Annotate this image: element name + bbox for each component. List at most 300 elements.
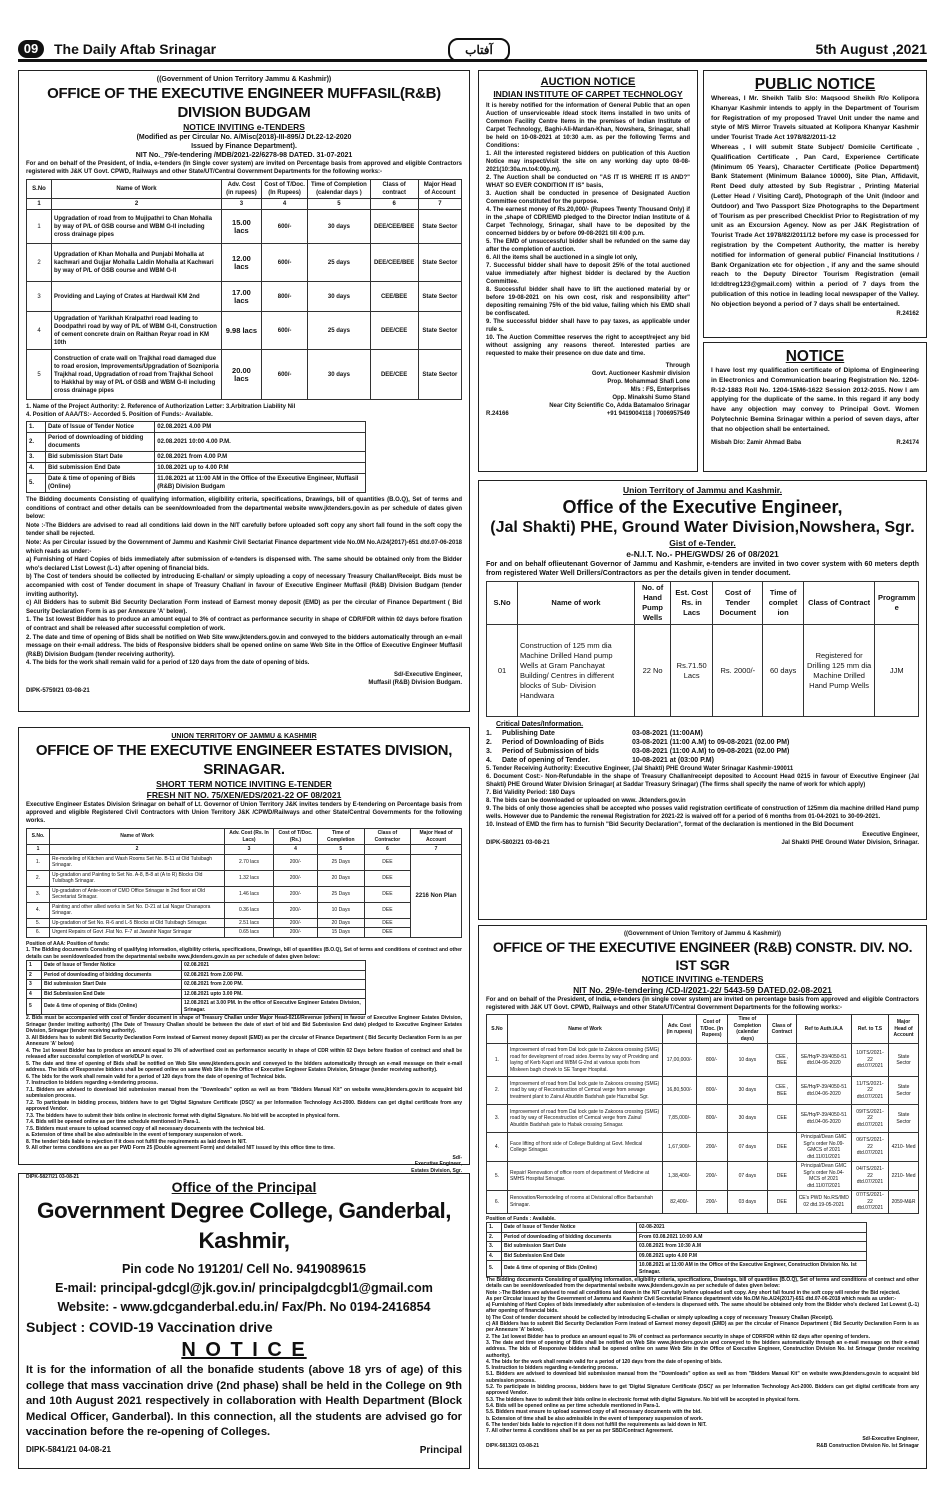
estates-point: 6. The bids for the work shall remain valid for a period of 120 days from the date of opening of Technical bids. xyxy=(26,1073,287,1080)
cell: Period of downloading of bidding documents xyxy=(46,433,155,452)
estates-funds: Position of AAA: Position of funds: xyxy=(26,940,110,947)
auction-intro: It is hereby notified for the information of General Public that an open Auction of unserviceable /dead stock items installed in two units of Common Facility Centre Items in the premises of Indian Institute of Carpet Technology, Baghi-Ali-Mardan-Khan, Nowshera, Srinagar, shall be held on 10-08-2021 at 10:30 a.m. as per the following Terms and Conditions: xyxy=(486,103,690,149)
column-number: 6 xyxy=(370,199,418,210)
cell: 800/- xyxy=(261,282,307,312)
cell: 3. xyxy=(487,1242,502,1252)
cell: Upgradation of road from to Mujipathri to Chan Mohalla by way of P/L of GSB course and WBM G-II including cross drainage pipes xyxy=(52,210,222,244)
auction-title: AUCTION NOTICE xyxy=(540,76,636,88)
table-row xyxy=(27,463,366,474)
college-email: E-mail: principal-gdcgl@jk.gov.in/ principalgdcgbl1@gmail.com xyxy=(55,1281,433,1295)
constr-title: OFFICE OF THE EXECUTIVE ENGINEER (R&B) CONSTR. DIV. NO. IST SGR xyxy=(492,939,913,973)
cell: 200/- xyxy=(274,902,318,918)
cell: 200/- xyxy=(274,928,318,938)
estates-dates-table xyxy=(26,960,366,1015)
table-header: Class of Contract xyxy=(803,582,875,625)
cell: 02.08.2021 from 4.00 P.M xyxy=(155,452,366,463)
table-header: Cost of Tender Document xyxy=(713,582,763,625)
table-header: Ref to Auth./A.A xyxy=(796,1015,851,1044)
cell: 5. xyxy=(487,1261,502,1277)
table-header: Class of Contractor xyxy=(364,829,410,845)
cell: State Sector xyxy=(418,350,461,400)
estates-point: 7.4. Bids will be opened online as per time schedule mentioned in Para-1. xyxy=(26,1119,200,1125)
cell: 3. xyxy=(487,1105,508,1133)
auction-item: 2. The Auction shall be conducted on "AS IT IS WHERE IT IS AND?" WHAT SO EVER CONDITION IT IS" basis, xyxy=(486,175,690,189)
table-row xyxy=(27,999,366,1015)
cell: 1 xyxy=(27,961,42,971)
cell: 20.00 lacs xyxy=(222,350,262,400)
cell: 03-08-2021 (11:00AM) xyxy=(632,730,703,737)
estates-point: 7.1. Bidders are advised to download bid submission manual from the "Downloads" option as well as from "Bidders Manual Kit" on website www.jktenders.gov.in to acquaint bid submission process. xyxy=(26,1086,462,1099)
cell: 12.08.2021 at 3.00 PM. In the office of Executive Engineer Estates Division, Srinagar. xyxy=(182,999,366,1015)
college-body: It is for the information of all the bonafide students (above 18 yrs of age) of this college that mass vaccination drive (2nd phase) shall be held in the College on 9th and 10th August 2021 respectively in collaboration with Health Department (Block Medical Officer, Ganderbal). In this connection, all the students are advised go for vaccination before the re-opening of Colleges. xyxy=(26,1364,462,1438)
cell: 2.51 lacs xyxy=(225,918,274,928)
budgam-dates-table xyxy=(26,421,366,493)
cell: 02-08-2021 xyxy=(637,1223,867,1233)
table-header: Adv. Cost (in rupees) xyxy=(663,1015,697,1044)
table-row xyxy=(27,452,366,463)
table-row xyxy=(27,886,462,902)
cell: Improvement of road from Dal lock gate to Zakoora crossing (SMG) road by way of Reconstruction of Cemcal verge from Zainul Abuddin Badshah gate to Habak crossing Srinagar. xyxy=(508,1105,663,1133)
table-header: Name of Work xyxy=(52,180,222,199)
table-header: Major Head of Account xyxy=(889,1015,919,1044)
cell: State Sector xyxy=(418,210,461,244)
cell: 800/- xyxy=(696,1044,727,1077)
table-header: Cost of T/Doc. (Rs.) xyxy=(274,829,318,845)
cell: 200/- xyxy=(274,854,318,870)
notice-ref: R.24174 xyxy=(896,439,919,446)
cell: 1. xyxy=(487,1223,502,1233)
table-header: S.No xyxy=(487,582,518,625)
auction-footer xyxy=(486,410,690,418)
estates-point: 2. Bids must be accompanied with cost of Tender document in shape of Treasury Challan under Major Head-0216/Revenue (others) in favour of Executive Engineer Estates Division, Srinagar (tender inviting authority) (The Date of Treasury Challan should be between the date of start of bid and Bid Submission End date) pledged to Executive Engineer Estates Division, Srinagar (tender receiving authority). xyxy=(26,1015,462,1034)
cell: 2. xyxy=(487,1232,502,1242)
cell: DEE xyxy=(768,1191,797,1214)
table-row xyxy=(487,1077,919,1105)
public-notice-title: PUBLIC NOTICE xyxy=(754,76,876,93)
cell: 2 xyxy=(27,970,42,980)
auction-item: 5. The EMD of unsuccessful bidder shall be refunded on the same day after the completion of auction. xyxy=(486,239,690,253)
jal-critical-row xyxy=(486,756,919,765)
auction-sign-line: M/s : FS, Enterprises xyxy=(630,387,690,393)
budgam-notice-heading: NOTICE INVITING e-TENDERS xyxy=(183,122,305,132)
budgam-modified: (Modified as per Circular No. A/Misc(2018)-III-895/J Dt.22-12-2020 xyxy=(136,134,352,141)
cell: 15.00 lacs xyxy=(222,210,262,244)
college-title: Government Degree College, Ganderbal, Kashmir, xyxy=(36,1198,452,1253)
issue-date: 5th August ,2021 xyxy=(815,41,927,57)
cell: Period of Submission of bids xyxy=(502,748,599,755)
budgam-sign-1: Sd/-Executive Engineer, xyxy=(393,671,462,678)
cell: Principal/Dean GMC Sgr's order No.04-MCS of 2021 dtd.11/07/2021 xyxy=(796,1162,851,1191)
cell: From 03.08.2021 10:00 A.M xyxy=(637,1232,867,1242)
table-header: S.No xyxy=(27,180,52,199)
auction-item: 3. Auction shall be conducted in presence of Designated Auction Committee constituted for the purpose. xyxy=(486,191,690,205)
table-header: S.No. xyxy=(27,829,50,845)
cell: 5. xyxy=(27,474,46,493)
public-notice xyxy=(703,70,927,338)
auction-subtitle: INDIAN INSTITUTE OF CARPET TECHNOLOGY xyxy=(493,89,683,99)
constr-govt: ((Government of Union Territory of Jammu & Kashmir)) xyxy=(624,931,781,937)
college-dipk: DIPK-5841/21 04-08-21 xyxy=(26,1444,111,1454)
public-notice-ref: R.24162 xyxy=(896,310,919,317)
cell: 16,80,500/- xyxy=(663,1077,697,1105)
budgam-title: OFFICE OF THE EXECUTIVE ENGINEER MUFFASIL(R&B) DIVISION BUDGAM xyxy=(47,85,441,121)
table-header: Major Head of Account xyxy=(411,829,462,845)
auction-item: 4. The earnest money of Rs.20,000/- (Rupees Twenty Thousand Only) if in the ,shape of CDR/EMD pledged to the Director Indian Institute of & Carpet Technology, Srinagar, shall have to be deposited by the concerned bidders by or before 09-08-2021 till 4:00 p.m. xyxy=(486,207,690,237)
table-header: Programm e xyxy=(875,582,919,625)
budgam-intro: For and on behalf of the President, of India, e-tenders (In Single cover system) are invited on Percentage basis from approved and eligible Contractors registered with J&K UT Govt. CPWD, Railways and other State/UT/Central Government Departments for the following works:- xyxy=(26,161,462,175)
cell: 20 Days xyxy=(317,870,364,886)
table-header: Cost of T/Doc. (In Rupees) xyxy=(261,180,307,199)
cell: 200/- xyxy=(696,1162,727,1191)
cell: CEE , BEE xyxy=(768,1077,797,1105)
cell: 6. xyxy=(27,928,50,938)
table-row xyxy=(27,989,366,999)
jal-gist: Gist of e-Tender. xyxy=(669,538,736,548)
cell: Date of Issue of Tender Notice xyxy=(46,422,155,433)
jal-sign-2: Jal Shakti PHE Ground Water Division, Srinagar. xyxy=(781,840,919,846)
table-header: Name of work xyxy=(518,582,635,625)
table-header: Cost of T/Doc. (In Rupees) xyxy=(696,1015,727,1044)
estates-point: 7.2. To participate in bidding process, bidders have to get 'Digital Signature Certificate (DSC)' as per Information Technology Act-2000. Bidders can get digital certificate from any approved Vendor. xyxy=(26,1099,462,1112)
cell: SE/Hq/P-39/4050-51 dtd.04-06-2020 xyxy=(796,1105,851,1133)
cell: DEE xyxy=(768,1133,797,1162)
public-notice-body: Whereas, I Mr. Sheikh Talib S/o: Maqsood Sheikh R/o Kolipora Khanyar Kashmir intends to apply in the Department of Tourism for Registration of my proposed Travel Unit under the name and style of M/S Mirror Travels situated at Kolipora Khanyar Kashmir under Tourist Trade Act 1978/82/2011-12 Whereas , I will submit State Subject/ Domicile Certificate , Qualification Certificate , Pan Card, Experience Certificate (Minimum 05 Years), Character Certificate (Police Department) Bank Statement (Minimum Balance 10000), Site Plan, Affidavit, Rent Deed duly attested by Sub Registrar , Printing Material (Letter Head / Visiting Card), Photograph of the Unit (Indoor and Outdoor) and Two Passport Size Photographs to the Department of Tourism as per prescribed Checklist Prior to Registration of my unit as an Excursion Agency. Now as per J&K Registration of Tourist Trade Act 1978/82/2011/12 before my case is processed for registration by the Competent Authority, the matter is hereby notified for information of general public/ Financial Institutions / Bank Organization etc for objection , if any and the same should reach to the Deputy Director Tourism Registration (email Id:ddtreg123@gmail.com) within a period of 7 days from the publication of this notice in leading local newspaper of the Valley. No objection beyond a period of 7 days shall be entertained. xyxy=(711,95,919,308)
column-number: 5 xyxy=(317,845,364,855)
column-number: 3 xyxy=(222,199,262,210)
estates-point: 7.3. The bidders have to submit their bids online in electronic format with digital Signature. No bid will be accepted in physical form. xyxy=(26,1112,340,1119)
table-row xyxy=(27,312,462,350)
cell: Re-modeling of Kitchen and Wash Rooms Set No. B-11 at Old Tulsibagh Srinagar. xyxy=(50,854,225,870)
notice-body: I have lost my qualification certificate of Diploma of Engineering in Electronics and Communication bearing Registration No. 1204-R-12-1883 Roll No. 1204-15M6-1622 Session 2012-2015. Now I am applying for the duplicate of the same. In this regard if any body have any objection may convey to Principal Govt. Women Polytechnic Bemina Srinagar within a period of seven days, after that no objection shall be entertained. xyxy=(711,367,919,433)
cell: 2. xyxy=(27,433,46,452)
table-header: Name of Work xyxy=(508,1015,663,1044)
table-header: Adv. Cost (Rs. In Lacs) xyxy=(225,829,274,845)
cell: 25 days xyxy=(308,312,370,350)
cell: 03-08-2021 (11:00 A.M) to 09-08-2021 (02.00 PM) xyxy=(632,739,790,746)
cell: Date & time of opening of Bids (Online) xyxy=(42,999,182,1015)
college-website: Website: - www.gdcganderbal.edu.in/ Fax/Ph. No 0194-2416854 xyxy=(57,1300,431,1314)
table-header: Est. Cost Rs. in Lacs xyxy=(671,582,713,625)
auction-phone: +91 9419004118 | 7006957549 xyxy=(606,411,690,417)
table-header: Time of Completion (calendar days ) xyxy=(308,180,370,199)
column-number: 7 xyxy=(418,199,461,210)
cell: 1.46 lacs xyxy=(225,886,274,902)
cell: State Sector xyxy=(889,1105,919,1133)
cell: Construction of 125 mm dia Machine Drilled Hand pump Wells at Gram Panchayat Building/ Centres in different blocks of Sub- Division Handwara xyxy=(518,625,635,717)
cell: 10.08.2021 at 11:00 AM in the Office of the Executive Engineer, Construction Division No. Ist Srinagar. xyxy=(637,1261,867,1277)
jal-shakti-tender-notice xyxy=(478,480,927,920)
cell: DEE xyxy=(364,918,410,928)
constr-notice: NOTICE INVITING e-TENDERS xyxy=(641,974,764,984)
table-row xyxy=(27,870,462,886)
cell: 3. xyxy=(27,886,50,902)
cell: CEE/BEE xyxy=(370,282,418,312)
budgam-issued: Issued by Finance Department). xyxy=(191,143,297,150)
table-header: Adv. Cost (in rupees) xyxy=(222,180,262,199)
jal-sign-1: Executive Engineer, xyxy=(862,832,919,838)
estates-sign-1: Executive Engineer, xyxy=(414,1161,462,1167)
cell: 3 xyxy=(27,282,52,312)
jal-intro: For and on behalf oflieutenant Governor of Jammu and Kashmir, e-tenders are invited in two cover system with 60 meters depth from registered Water Well Drillers/Contractors as per the details given in tender document. xyxy=(486,561,919,577)
cell: 7,85,000/- xyxy=(663,1105,697,1133)
column-number: 4 xyxy=(274,845,318,855)
cell: State Sector xyxy=(889,1044,919,1077)
jal-title-2: (Jal Shakti) PHE, Ground Water Division,Nowshera, Sgr. xyxy=(490,519,915,536)
cell: Providing and Laying of Crates at Hardwail KM 2nd xyxy=(52,282,222,312)
cell: 200/- xyxy=(274,918,318,928)
cell: Rs. 2000/- xyxy=(713,625,763,717)
cell: 20 Days xyxy=(317,918,364,928)
cell: Date & time of opening of Bids (Online) xyxy=(502,1261,637,1277)
estates-dipk: DIPK-5827/21 03-08-21 xyxy=(26,1174,80,1180)
college-footer xyxy=(26,1445,462,1456)
cell: 1. xyxy=(27,422,46,433)
auction-sign-line: Govt. Auctioneer Kashmir division xyxy=(591,371,690,377)
constr-dipk: DIPK-5813/21 03-08-21 xyxy=(486,1442,540,1449)
cell: DEE xyxy=(364,854,410,870)
cell: 1,67,900/- xyxy=(663,1133,697,1162)
estates-works-table xyxy=(26,828,462,938)
cell: 07/TS/2021-22 dtd.07/2021 xyxy=(851,1191,888,1214)
cell: 3 xyxy=(27,980,42,990)
construction-tender-notice xyxy=(478,925,927,1469)
auction-sign-line: Near City Scientific Co, Adda Batamaloo Srinagar xyxy=(549,403,690,409)
table-row xyxy=(27,970,366,980)
cell: 01 xyxy=(487,625,518,717)
auction-item: 6. All the items shall be auctioned in a single lot only, xyxy=(486,255,638,261)
cell: 03.08.2021 from 10:30 A.M xyxy=(637,1242,867,1252)
cell: 2. xyxy=(27,870,50,886)
cell: Publishing Date xyxy=(502,730,555,737)
cell: 4. xyxy=(487,1133,508,1162)
jal-line: 10. Instead of EMD the firm has to furnish "Bid Security Declaration", format of the declaration is mentioned in the Bid Document xyxy=(486,822,854,828)
estates-point: 3. All Bidders has to submit Bid Security Declaration Form instead of Earnest money deposit (EMD) as per the circular of Finance Department ( Bid Security Declaration Form is as per Annexure 'A' below) xyxy=(26,1034,462,1047)
cell: DEE/CEE xyxy=(370,350,418,400)
cell: Date of opening of Tender. xyxy=(502,757,590,764)
cell: SE/Hq/P-39/4050-51 dtd.04-06-2020 xyxy=(796,1077,851,1105)
auction-through: Through xyxy=(665,363,690,369)
jal-line: 9. The bids of only those agencies shall be accepted who posses valid registration certificate of construction of 125mm dia machine drilled Hand pump wells. However due to Pandemic the renewal Registration for 2021-22 is waived off for a period of 6 months from 01-04-2021 to 30-09-2021. xyxy=(486,806,919,820)
table-header: Major Head of Account xyxy=(418,180,461,199)
cell: 600/- xyxy=(261,244,307,282)
estates-intro: Executive Engineer Estates Division Srinagar on behalf of Lt. Governor of Union Territory J&K invites tenders by E-tendering on Percentage basis from approved and eligible Registered Civil Contractors with Union Territory J&K /CPWD/Railways and other State/Central Governments for the following works. xyxy=(26,802,462,824)
jal-line: 8. The bids can be downloaded or uploaded on www. Jktenders.gov.in xyxy=(486,798,686,804)
estates-notice: SHORT TERM NOTICE INVITING E-TENDER xyxy=(156,779,332,789)
cell: 11.08.2021 at 11:00 AM in the Office of the Executive Engineer, Muffasil (R&B) Division Budgam xyxy=(155,474,366,493)
cell: State Sector xyxy=(418,244,461,282)
cell: DEE xyxy=(364,928,410,938)
cell: Improvement of road from Dal lock gate to Zakoora crossing (SMG) road for development of road sides /berms by way of Providing and laying of Kerb Kapri and WBM G-2nd at various spots from Miskeen bagh chowk to SE Tanger Hospital. xyxy=(508,1044,663,1077)
cell: 02.08.2021 from 2.00 PM. xyxy=(182,970,366,980)
estates-nit: FRESH NIT NO. 75/XEN/EDS/2021-22 OF 08/2021 xyxy=(146,790,342,800)
cell: DEE xyxy=(364,870,410,886)
cell: Improvement of road from Dal lock gate to Zakoora crossing (SMG) road by way of Reconstruction of Cemcal verge from sewage treatment plant to Zainul Abuddin Badshah gate Hazratbal Sgr. xyxy=(508,1077,663,1105)
cell: 06/TS/2021-22 dtd.07/2021 xyxy=(851,1133,888,1162)
newspaper-header xyxy=(18,40,927,62)
budgam-body: The Bidding documents Consisting of qualifying information, eligibility criteria, specifications, Drawings, bill of quantities (B.O.Q), Set of terms and conditions of contract and other details can be seen/downloaded from the departmental website www.jktenders.gov.in as per schedule of dates given below: Note :-The Bidders are advised to read all conditions laid down in the NIT carefully before uploaded soft copy any short fall found in the soft copy the tender shall be rejected. Note: As per Circular issued by the Government of Jammu and Kashmir Civil Sectariat Finance department vide No.0M No.A/24(2017)-651 dtd.07-06-2018 which reads as under:- a) Furnishing of Hard Copies of bids immediately after submission of e-tenders is dispensed with. The same should be obtained only from the Bidder who's declared L1st Lowest (L-1) after opening of financial bids. b) The Cost of tenders should be collected by introducing E-challan/ or simply uploading a copy of necessary Treasury Challan/Receipt. Bids must be accompanied with cost of Tender document in shape of Treasury Challan/ in favour of Executive Engineer Muffasil (R&B) Division Budgam (tender inviting authority). c) All Bidders has to submit Bid Security Declaration Form instead of Earnest money deposit (EMD) as per the circular of Finance Department ( Bid Security Declaration Form is as per Annexure 'A' below). 1. The 1st lowest Bidder has to produce an amount equal to 3% of contract as performance security in shape of CDR/FDR within 02 days before fixation of contract and shall be released after successful completion of work. 2. The date and time of opening of Bids shall be notified on Web Site www.jktenders.gov.in and conveyed to the bidders automatically through an e-mail message on their e-mail address. The bids of Responsive bidders shall be opened online on same Web Site in the Office of Executive Engineer Muffasil (R&B) Division Budgam (tender receiving authority). 4. The bids for the work shall remain valid for a period of 120 days from the date of opening of bids. xyxy=(26,497,462,667)
cell: 3. xyxy=(486,748,492,755)
cell: 2. xyxy=(487,1077,508,1105)
cell: 200/- xyxy=(696,1191,727,1214)
cell: 07 days xyxy=(727,1162,768,1191)
auction-item: 7. Successful bidder shall have to deposit 25% of the total auctioned value immediately after highest bidder is declared by the Auction Committee. xyxy=(486,263,690,285)
cell: Bid Submission End Date xyxy=(502,1251,637,1261)
estates-sign-2: Estates Division, Sgr. xyxy=(411,1167,462,1174)
cell: 02.08.2021 4.00 PM xyxy=(155,422,366,433)
cell: 09.08.2021 upto 4.00 P.M xyxy=(637,1251,867,1261)
cell: 1. xyxy=(487,1044,508,1077)
cell: 0.36 lacs xyxy=(225,902,274,918)
auction-sign-line: Prop. Mohammad Shafi Lone xyxy=(607,379,690,385)
cell: 17,00,000/- xyxy=(663,1044,697,1077)
cell: Period of downloading of bidding documents xyxy=(502,1232,637,1242)
table-row xyxy=(27,422,366,433)
college-pin: Pin code No 191201/ Cell No. 9419089615 xyxy=(122,1262,366,1276)
budgam-dipk: DIPK-5759/21 03-08-21 xyxy=(26,687,90,694)
column-number: 6 xyxy=(364,845,410,855)
auction-item: 9. The successful bidder shall have to pay taxes, as applicable under rule s. xyxy=(486,319,690,333)
table-row xyxy=(27,474,366,493)
cell: Renovation/Remodeling of rooms at Divisional office Barbarshah Srinagar. xyxy=(508,1191,663,1214)
cell: 3. xyxy=(27,452,46,463)
cell: JJM xyxy=(875,625,919,717)
estates-para-1: 1. The Bidding documents Consisting of qualifying information, eligibility criteria, specifications, Drawings, bill of quantities (B.O.Q), Set of terms and conditions of contract and other details can be seen/downloaded from the departmental website www.jktenders.gov.in as per schedule of dates given below: xyxy=(26,947,462,960)
cell: 600/- xyxy=(261,350,307,400)
cell: 5 xyxy=(27,350,52,400)
jal-dipk: DIPK-5802/21 03-08-21 xyxy=(486,840,550,846)
cell: Bid submission End Date xyxy=(46,463,155,474)
cell: 30 days xyxy=(727,1077,768,1105)
cell: Upgradation of Yarikhah Kralpathri road leading to Doodpathri road by way of P/L of WBM G-II, Construction of cement concrete drain on Raithan Reyar road in KM 10th xyxy=(52,312,222,350)
cell: 6. xyxy=(487,1191,508,1214)
cell: Upgradation of Khan Mohalla and Punjabi Mohalla at kachwari and Gujjar Mohalla Laldin Mohalla at Kachwari by way of P/L of GSB course and WBM G-II xyxy=(52,244,222,282)
cell: 200/- xyxy=(274,886,318,902)
budgam-info-4: 4. Position of AAA/TS:- Accorded 5. Position of Funds:- Available. xyxy=(26,412,213,418)
column-number: 1 xyxy=(27,199,52,210)
cell: 200/- xyxy=(696,1133,727,1162)
cell: 10 Days xyxy=(317,902,364,918)
table-row xyxy=(27,961,366,971)
cell: CEE , BEE xyxy=(768,1044,797,1077)
cell: Date of Issue of Tender Notice xyxy=(502,1223,637,1233)
college-notice xyxy=(18,1173,470,1469)
cell: DEE/CEE xyxy=(370,312,418,350)
cell: 2059-M&R xyxy=(889,1191,919,1214)
cell: 600/- xyxy=(261,210,307,244)
estates-point: 7. Instruction to bidders regarding e-tendering process. xyxy=(26,1080,158,1086)
cell: Painting and other allied works in Set No. D-21 at Lal Nagar Chanapora Srinagar. xyxy=(50,902,225,918)
college-sign: Principal xyxy=(419,1444,462,1456)
cell: Construction of crate wall on Trajkhal road damaged due to road erosion, Improvements/Upgradation of Sozniporia Trajkhal road, Upgradation of road from Trajkhal School to Hakkhal by way of P/L of GSB and WBM G-II including cross drainage pipes xyxy=(52,350,222,400)
cell: 60 days xyxy=(763,625,803,717)
cell: 4 xyxy=(27,989,42,999)
column-number: 1 xyxy=(27,845,50,855)
cell: 800/- xyxy=(696,1077,727,1105)
table-row xyxy=(487,1251,867,1261)
cell: Up-gradation and Painting to Set No. A-8, B-8 at (A to R) Blocks Old Tulsibagh Srinagar. xyxy=(50,870,225,886)
cell: Bid submission Start Date xyxy=(46,452,155,463)
table-row xyxy=(487,1105,919,1133)
cell: 5. xyxy=(487,1162,508,1191)
constr-sign-2: R&B Construction Division No. Ist Srinagar xyxy=(816,1442,919,1449)
cell: CEE xyxy=(768,1105,797,1133)
cell: 25 days xyxy=(308,244,370,282)
cell: 1,38,400/- xyxy=(663,1162,697,1191)
jal-critical-row xyxy=(486,729,919,738)
cell: 07 days xyxy=(727,1133,768,1162)
column-number: 2 xyxy=(52,199,222,210)
cell: Bid submission Start Date xyxy=(502,1242,637,1252)
table-header: Name of Work xyxy=(50,829,225,845)
auction-item: 8. Successful bidder shall have to lift the auctioned material by or before 19-08-2021 on his own cost, risk and responsibility after" depositing remaining 75% of the bid value, failing which his EMD shall be confiscated. xyxy=(486,287,690,317)
auction-notice xyxy=(478,70,698,472)
constr-funds: Position of Funds : Available. xyxy=(486,1215,556,1222)
college-office: Office of the Principal xyxy=(171,1179,317,1195)
table-row xyxy=(27,902,462,918)
jal-govt: Union Territory of Jammu and Kashmir. xyxy=(622,485,782,495)
cell: 15 Days xyxy=(317,928,364,938)
constr-nit: NIT No. 29/e-tendering /CD-I/2021-22/ 5443-59 DATED.02-08-2021 xyxy=(573,985,832,995)
jal-footer xyxy=(486,839,919,847)
estates-govt: UNION TERRITORY OF JAMMU & KASHMIR xyxy=(171,733,317,740)
estates-point: a. Extension of time shall be also admissible in the event of temporary suspension of work. xyxy=(26,1132,243,1138)
cell: 03-08-2021 (11:00 A.M) to 09-08-2021 (02.00 PM) xyxy=(632,748,790,755)
constr-sign-1: Sd/-Executive Engineer, xyxy=(862,1436,919,1443)
cell: Rs.71.50 Lacs xyxy=(671,625,713,717)
cell: 12.08.2021 upto 3.00 PM. xyxy=(182,989,366,999)
cell: 03 days xyxy=(727,1191,768,1214)
cell: Repair/ Renovation of office room of department of Medicine at SMHS Hospital Srinagar. xyxy=(508,1162,663,1191)
table-header: No. of Hand Pump Wells xyxy=(635,582,671,625)
estates-major-head: 2216 Non Plan xyxy=(411,854,462,937)
table-header: S.No xyxy=(487,1015,508,1044)
table-row xyxy=(27,854,462,870)
constr-footer xyxy=(486,1443,919,1450)
page-number: 09 xyxy=(18,40,44,58)
column-number: 4 xyxy=(261,199,307,210)
cell: Bid submission Start Date xyxy=(42,980,182,990)
cell: Date of Issue of Tender Notice xyxy=(42,961,182,971)
cell: Registered for Drilling 125 mm dia Machine Drilled Hand Pump Wells xyxy=(803,625,875,717)
cell: DEE/CEE/BEE xyxy=(370,244,418,282)
estates-point: 8. The tender/ bids liable to rejection if it does not fulfill the requirements as laid down in NIT. xyxy=(26,1138,247,1145)
table-row xyxy=(27,928,462,938)
cell: 2 xyxy=(27,244,52,282)
cell: 17.00 lacs xyxy=(222,282,262,312)
jal-critical-row xyxy=(486,747,919,756)
cell: DEE xyxy=(364,886,410,902)
column-number: 2 xyxy=(50,845,225,855)
table-row xyxy=(27,980,366,990)
cell: SE/Hq/P-39/4050-51 dtd.04-06-2020 xyxy=(796,1044,851,1077)
cell: 4. xyxy=(487,1251,502,1261)
cell: 30 days xyxy=(308,350,370,400)
cell: 12.00 lacs xyxy=(222,244,262,282)
table-row xyxy=(487,1191,919,1214)
jal-nit: e-N.I.T. No.- PHE/GWDS/ 26 of 08/2021 xyxy=(626,549,779,559)
estates-sign-0: Sd/- xyxy=(452,1154,462,1161)
constr-works-table xyxy=(486,1014,919,1214)
cell: 02.08.2021 xyxy=(182,961,366,971)
column-number: 7 xyxy=(411,845,462,855)
cell: 10-08-2021 at (03:00 P.M) xyxy=(632,757,714,764)
cell: State Sector xyxy=(889,1077,919,1105)
cell: 200/- xyxy=(274,870,318,886)
table-row xyxy=(27,244,462,282)
notice-sign: Misbah D/o: Zamir Ahmad Baba xyxy=(711,439,802,446)
table-header: Time of Completion xyxy=(317,829,364,845)
cell: 02.08.2021 10:00 4.00 P.M. xyxy=(155,433,366,452)
